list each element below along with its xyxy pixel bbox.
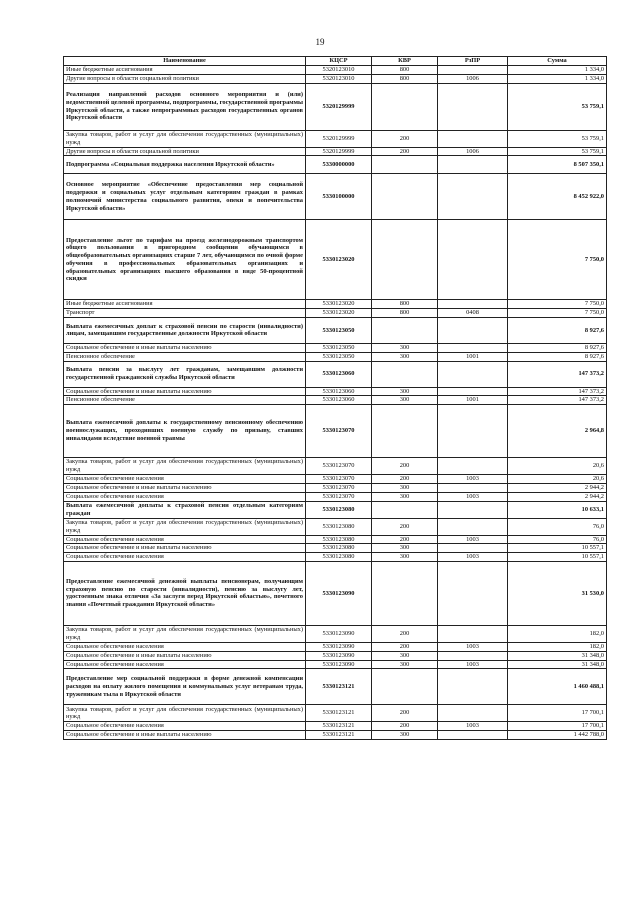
row-name-cell: Социальное обеспечение и иные выплаты населению xyxy=(64,544,306,553)
table-row xyxy=(64,535,607,544)
row-rzpr-cell: 1003 xyxy=(438,553,508,562)
table-row xyxy=(64,544,607,553)
row-rzpr-cell xyxy=(438,130,508,147)
row-kvr-cell: 300 xyxy=(372,492,438,501)
header-kcsr: КЦСР xyxy=(306,57,372,66)
row-kvr-cell: 800 xyxy=(372,66,438,75)
row-rzpr-cell xyxy=(438,561,508,625)
table-row xyxy=(64,343,607,352)
row-kvr-cell xyxy=(372,156,438,174)
row-kcsr-cell: 5330123090 xyxy=(306,642,372,651)
row-rzpr-cell: 1001 xyxy=(438,396,508,405)
table-row xyxy=(64,492,607,501)
row-sum-cell: 8 927,6 xyxy=(508,352,607,361)
table-row xyxy=(64,518,607,535)
row-kcsr-cell: 5330123020 xyxy=(306,309,372,318)
row-name-cell: Социальное обеспечение населения xyxy=(64,535,306,544)
row-kvr-cell: 200 xyxy=(372,642,438,651)
table-row xyxy=(64,156,607,174)
row-sum-cell: 147 373,2 xyxy=(508,396,607,405)
row-rzpr-cell xyxy=(438,156,508,174)
row-kvr-cell xyxy=(372,174,438,220)
header-kvr: КВР xyxy=(372,57,438,66)
row-rzpr-cell: 1001 xyxy=(438,352,508,361)
row-rzpr-cell xyxy=(438,705,508,722)
row-rzpr-cell: 1006 xyxy=(438,147,508,156)
row-rzpr-cell: 1003 xyxy=(438,475,508,484)
row-kcsr-cell: 5320123010 xyxy=(306,66,372,75)
header-sum: Сумма xyxy=(508,57,607,66)
row-rzpr-cell xyxy=(438,651,508,660)
table-row xyxy=(64,405,607,458)
row-kcsr-cell: 5330123080 xyxy=(306,501,372,518)
row-kvr-cell: 300 xyxy=(372,343,438,352)
row-name-cell: Основное мероприятие «Обеспечение предоставления мер социальной поддержки и социальных услуг отдельным категориям граждан в рамках полномочий министерства социального развития, опеки и попечительства Иркутской области» xyxy=(64,174,306,220)
row-name-cell: Социальное обеспечение и иные выплаты населению xyxy=(64,387,306,396)
row-kvr-cell: 200 xyxy=(372,147,438,156)
row-kcsr-cell: 5330123060 xyxy=(306,361,372,387)
row-rzpr-cell xyxy=(438,387,508,396)
row-kvr-cell: 300 xyxy=(372,651,438,660)
row-kvr-cell: 200 xyxy=(372,458,438,475)
row-kcsr-cell: 5330123090 xyxy=(306,625,372,642)
row-kvr-cell: 200 xyxy=(372,475,438,484)
row-name-cell: Закупка товаров, работ и услуг для обеспечения государственных (муниципальных) нужд xyxy=(64,518,306,535)
row-kcsr-cell: 5330000000 xyxy=(306,156,372,174)
row-name-cell: Социальное обеспечение и иные выплаты населению xyxy=(64,731,306,740)
row-rzpr-cell: 1006 xyxy=(438,74,508,83)
table-row xyxy=(64,300,607,309)
row-sum-cell: 8 507 350,1 xyxy=(508,156,607,174)
row-kcsr-cell: 5330123121 xyxy=(306,705,372,722)
row-kvr-cell xyxy=(372,501,438,518)
row-sum-cell: 20,6 xyxy=(508,475,607,484)
row-kcsr-cell: 5330123020 xyxy=(306,220,372,300)
table-row xyxy=(64,722,607,731)
row-kvr-cell: 300 xyxy=(372,483,438,492)
row-kvr-cell: 300 xyxy=(372,396,438,405)
row-rzpr-cell xyxy=(438,544,508,553)
row-sum-cell: 8 452 922,0 xyxy=(508,174,607,220)
row-rzpr-cell xyxy=(438,501,508,518)
row-name-cell: Социальное обеспечение населения xyxy=(64,642,306,651)
table-row xyxy=(64,669,607,705)
row-kvr-cell: 800 xyxy=(372,300,438,309)
row-name-cell: Социальное обеспечение и иные выплаты населению xyxy=(64,651,306,660)
row-rzpr-cell: 1003 xyxy=(438,660,508,669)
row-rzpr-cell xyxy=(438,669,508,705)
row-kvr-cell: 800 xyxy=(372,74,438,83)
row-sum-cell: 2 964,8 xyxy=(508,405,607,458)
page-number: 19 xyxy=(315,37,325,47)
row-name-cell: Иные бюджетные ассигнования xyxy=(64,66,306,75)
row-name-cell: Социальное обеспечение населения xyxy=(64,660,306,669)
row-kvr-cell xyxy=(372,317,438,343)
row-name-cell: Выплата пенсии за выслугу лет гражданам, замещавшим должности государственной гражданской службы Иркутской области xyxy=(64,361,306,387)
row-name-cell: Социальное обеспечение населения xyxy=(64,475,306,484)
table-row xyxy=(64,731,607,740)
row-kcsr-cell: 5330123070 xyxy=(306,475,372,484)
row-kvr-cell xyxy=(372,669,438,705)
row-sum-cell: 31 348,0 xyxy=(508,651,607,660)
row-sum-cell: 76,0 xyxy=(508,518,607,535)
row-name-cell: Социальное обеспечение населения xyxy=(64,722,306,731)
row-sum-cell: 2 944,2 xyxy=(508,492,607,501)
table-row xyxy=(64,561,607,625)
row-name-cell: Предоставление ежемесячной денежной выплаты пенсионерам, получающим страховую пенсию по старости (инвалидности), пенсию за выслугу лет, удостоенным знака отличия «За заслуги перед Иркутской областью», почетного звания «Почетный гражданин Иркутской области» xyxy=(64,561,306,625)
table-row xyxy=(64,458,607,475)
row-rzpr-cell xyxy=(438,220,508,300)
row-kvr-cell: 300 xyxy=(372,352,438,361)
row-kvr-cell: 300 xyxy=(372,731,438,740)
table-row xyxy=(64,361,607,387)
row-rzpr-cell: 1003 xyxy=(438,722,508,731)
row-sum-cell: 8 927,6 xyxy=(508,343,607,352)
table-row xyxy=(64,83,607,130)
row-kvr-cell: 800 xyxy=(372,309,438,318)
table-row xyxy=(64,625,607,642)
row-kvr-cell: 200 xyxy=(372,130,438,147)
row-kvr-cell xyxy=(372,83,438,130)
row-kvr-cell xyxy=(372,405,438,458)
table-row xyxy=(64,220,607,300)
row-rzpr-cell xyxy=(438,625,508,642)
row-name-cell: Другие вопросы в области социальной политики xyxy=(64,147,306,156)
row-name-cell: Предоставление мер социальной поддержки в форме денежной компенсации расходов на оплату жилого помещения и коммунальных услуг ветеранам труда, труженикам тыла в Иркутской области xyxy=(64,669,306,705)
row-sum-cell: 53 759,1 xyxy=(508,83,607,130)
row-rzpr-cell xyxy=(438,83,508,130)
row-rzpr-cell: 1003 xyxy=(438,492,508,501)
table-row xyxy=(64,501,607,518)
row-kcsr-cell: 5330123080 xyxy=(306,553,372,562)
row-kcsr-cell: 5330123090 xyxy=(306,561,372,625)
row-kcsr-cell: 5330123080 xyxy=(306,518,372,535)
table-row xyxy=(64,553,607,562)
table-row xyxy=(64,475,607,484)
row-kvr-cell: 200 xyxy=(372,705,438,722)
row-kcsr-cell: 5330123050 xyxy=(306,317,372,343)
row-name-cell: Социальное обеспечение населения xyxy=(64,492,306,501)
row-kcsr-cell: 5320129999 xyxy=(306,130,372,147)
row-name-cell: Закупка товаров, работ и услуг для обеспечения государственных (муниципальных) нужд xyxy=(64,458,306,475)
row-kvr-cell: 200 xyxy=(372,625,438,642)
row-rzpr-cell xyxy=(438,405,508,458)
row-sum-cell: 10 557,1 xyxy=(508,544,607,553)
table-row xyxy=(64,147,607,156)
row-sum-cell: 76,0 xyxy=(508,535,607,544)
row-name-cell: Другие вопросы в области социальной политики xyxy=(64,74,306,83)
table-row xyxy=(64,705,607,722)
table-row xyxy=(64,174,607,220)
table-row xyxy=(64,483,607,492)
header-rzpr: РзПР xyxy=(438,57,508,66)
row-name-cell: Пенсионное обеспечение xyxy=(64,396,306,405)
row-kcsr-cell: 5330123050 xyxy=(306,352,372,361)
row-rzpr-cell xyxy=(438,731,508,740)
row-name-cell: Социальное обеспечение и иные выплаты населению xyxy=(64,483,306,492)
row-kcsr-cell: 5330123060 xyxy=(306,387,372,396)
budget-table xyxy=(63,56,607,740)
row-sum-cell: 147 373,2 xyxy=(508,361,607,387)
row-kvr-cell: 300 xyxy=(372,544,438,553)
table-row xyxy=(64,651,607,660)
row-rzpr-cell xyxy=(438,174,508,220)
row-name-cell: Социальное обеспечение и иные выплаты населению xyxy=(64,343,306,352)
row-kcsr-cell: 5330123090 xyxy=(306,651,372,660)
row-kvr-cell: 200 xyxy=(372,535,438,544)
row-rzpr-cell xyxy=(438,343,508,352)
table-row xyxy=(64,396,607,405)
row-name-cell: Выплата ежемесячных доплат к страховой пенсии по старости (инвалидности) лицам, замещавшим государственные должности Иркутской области xyxy=(64,317,306,343)
table-row xyxy=(64,352,607,361)
row-sum-cell: 31 530,0 xyxy=(508,561,607,625)
table-row xyxy=(64,309,607,318)
row-name-cell: Закупка товаров, работ и услуг для обеспечения государственных (муниципальных) нужд xyxy=(64,705,306,722)
row-name-cell: Закупка товаров, работ и услуг для обеспечения государственных (муниципальных) нужд xyxy=(64,130,306,147)
row-rzpr-cell xyxy=(438,317,508,343)
row-name-cell: Иные бюджетные ассигнования xyxy=(64,300,306,309)
row-kcsr-cell: 5330123121 xyxy=(306,669,372,705)
table-row xyxy=(64,387,607,396)
row-sum-cell: 1 460 488,1 xyxy=(508,669,607,705)
row-sum-cell: 10 557,1 xyxy=(508,553,607,562)
row-rzpr-cell xyxy=(438,66,508,75)
row-kcsr-cell: 5330123070 xyxy=(306,483,372,492)
row-kcsr-cell: 5330123070 xyxy=(306,458,372,475)
row-rzpr-cell: 1003 xyxy=(438,642,508,651)
row-sum-cell: 182,0 xyxy=(508,642,607,651)
row-kcsr-cell: 5330123060 xyxy=(306,396,372,405)
row-sum-cell: 182,0 xyxy=(508,625,607,642)
row-sum-cell: 53 759,1 xyxy=(508,147,607,156)
row-name-cell: Закупка товаров, работ и услуг для обеспечения государственных (муниципальных) нужд xyxy=(64,625,306,642)
row-sum-cell: 7 750,0 xyxy=(508,300,607,309)
row-sum-cell: 31 348,0 xyxy=(508,660,607,669)
row-kcsr-cell: 5320129999 xyxy=(306,83,372,130)
row-kvr-cell: 200 xyxy=(372,722,438,731)
table-header-row xyxy=(64,57,607,66)
table-row xyxy=(64,642,607,651)
table-row xyxy=(64,74,607,83)
row-sum-cell: 7 750,0 xyxy=(508,309,607,318)
row-kcsr-cell: 5330123080 xyxy=(306,535,372,544)
row-rzpr-cell xyxy=(438,361,508,387)
row-name-cell: Выплата ежемесячной доплаты к государственному пенсионному обеспечению военнослужащих, проходивших военную службу по призыву, ставших инвалидами вследствие военной травмы xyxy=(64,405,306,458)
row-kvr-cell xyxy=(372,561,438,625)
row-kvr-cell xyxy=(372,220,438,300)
table-row xyxy=(64,317,607,343)
row-sum-cell: 17 700,1 xyxy=(508,722,607,731)
row-rzpr-cell: 1003 xyxy=(438,535,508,544)
row-rzpr-cell xyxy=(438,518,508,535)
row-kcsr-cell: 5320129999 xyxy=(306,147,372,156)
header-name: Наименование xyxy=(64,57,306,66)
row-sum-cell: 8 927,6 xyxy=(508,317,607,343)
row-sum-cell: 2 944,2 xyxy=(508,483,607,492)
row-name-cell: Реализация направлений расходов основного мероприятия и (или) ведомственной целевой программы, подпрограммы, государственной программы Иркутской области, а также непрограммных расходов государственных органов Иркутской области xyxy=(64,83,306,130)
row-kcsr-cell: 5330123020 xyxy=(306,300,372,309)
table-row xyxy=(64,660,607,669)
row-rzpr-cell xyxy=(438,300,508,309)
table-body xyxy=(64,66,607,740)
row-kcsr-cell: 5330100000 xyxy=(306,174,372,220)
row-kvr-cell: 200 xyxy=(372,518,438,535)
row-rzpr-cell xyxy=(438,483,508,492)
row-name-cell: Выплата ежемесячной доплаты к страховой пенсии отдельным категориям граждан xyxy=(64,501,306,518)
row-sum-cell: 1 334,0 xyxy=(508,66,607,75)
row-kvr-cell xyxy=(372,361,438,387)
row-rzpr-cell: 0408 xyxy=(438,309,508,318)
row-name-cell: Пенсионное обеспечение xyxy=(64,352,306,361)
row-sum-cell: 1 334,0 xyxy=(508,74,607,83)
row-sum-cell: 53 759,1 xyxy=(508,130,607,147)
row-kcsr-cell: 5330123080 xyxy=(306,544,372,553)
row-kcsr-cell: 5330123050 xyxy=(306,343,372,352)
row-kcsr-cell: 5330123070 xyxy=(306,405,372,458)
row-name-cell: Транспорт xyxy=(64,309,306,318)
table-row xyxy=(64,130,607,147)
table-row xyxy=(64,66,607,75)
row-sum-cell: 1 442 788,0 xyxy=(508,731,607,740)
row-sum-cell: 7 750,0 xyxy=(508,220,607,300)
row-kcsr-cell: 5330123121 xyxy=(306,731,372,740)
row-sum-cell: 147 373,2 xyxy=(508,387,607,396)
row-kcsr-cell: 5320123010 xyxy=(306,74,372,83)
row-kcsr-cell: 5330123121 xyxy=(306,722,372,731)
row-sum-cell: 20,6 xyxy=(508,458,607,475)
row-kcsr-cell: 5330123090 xyxy=(306,660,372,669)
row-kvr-cell: 300 xyxy=(372,660,438,669)
row-name-cell: Подпрограмма «Социальная поддержка населения Иркутской области» xyxy=(64,156,306,174)
row-name-cell: Социальное обеспечение населения xyxy=(64,553,306,562)
row-sum-cell: 10 633,1 xyxy=(508,501,607,518)
row-rzpr-cell xyxy=(438,458,508,475)
row-kcsr-cell: 5330123070 xyxy=(306,492,372,501)
row-sum-cell: 17 700,1 xyxy=(508,705,607,722)
row-name-cell: Предоставление льгот по тарифам на проезд железнодорожным транспортом общего пользования в пригородном сообщении обучающимся в общеобразовательных организациях старше 7 лет, обучающимся по очной форме обучения в профессиональных образовательных организациях и образовательных организациях высшего образования в виде 50-процентной скидки xyxy=(64,220,306,300)
row-kvr-cell: 300 xyxy=(372,553,438,562)
row-kvr-cell: 300 xyxy=(372,387,438,396)
